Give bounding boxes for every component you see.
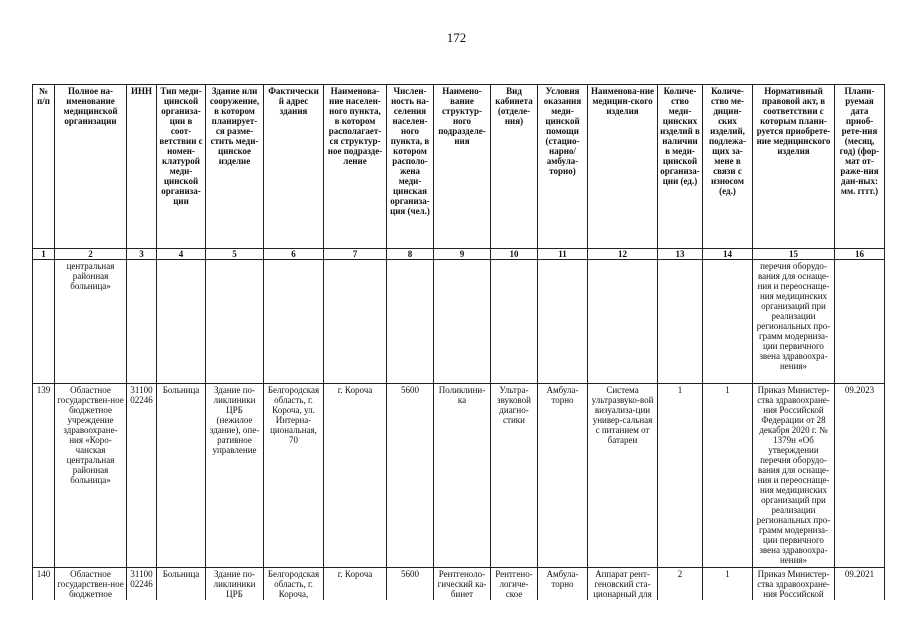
column-number: 1 [33, 249, 55, 260]
legal-act-cell: перечня оборудо-вания для оснаще-ния и переоснаще-ния медицинских организаций при реализации региональных про-грамм модерниза-ции первичного звена здравоохра-нения» [753, 260, 835, 384]
column-number: 9 [434, 249, 491, 260]
quantity-replace-cell: 1 [703, 384, 753, 568]
header-cell: Условия оказания меди-цинской помощи (стацио-нарно/ амбула-торно) [538, 85, 588, 249]
column-number-row [33, 249, 885, 260]
planned-date-cell: 09.2023 [835, 384, 885, 568]
population-cell: 5600 [387, 568, 434, 601]
quantity-available-cell: 2 [658, 568, 703, 601]
header-row [33, 85, 885, 249]
continuation-row [33, 260, 885, 384]
header-cell: Здание или сооружение, в котором планирует-ся разме-стить меди-цинское изделие [206, 85, 264, 249]
table-cell [387, 260, 434, 384]
column-number: 4 [157, 249, 206, 260]
table-cell [324, 260, 387, 384]
table-cell [264, 260, 324, 384]
quantity-available-cell: 1 [658, 384, 703, 568]
planned-date-cell: 09.2021 [835, 568, 885, 601]
cabinet-cell: Ультра-звуковой диагно-стики [491, 384, 538, 568]
cabinet-cell: Рентгено-логиче-ское [491, 568, 538, 601]
table-cell [658, 260, 703, 384]
column-number: 6 [264, 249, 324, 260]
column-number: 12 [588, 249, 658, 260]
column-number: 15 [753, 249, 835, 260]
column-number: 7 [324, 249, 387, 260]
inn-cell: 31100 02246 [127, 384, 157, 568]
row-number-cell: 140 [33, 568, 55, 601]
table-row [33, 568, 885, 601]
address-cell: Белгородская область, г. Короча, ул. Интерна-циональная, 70 [264, 384, 324, 568]
header-cell: Тип меди-цинской организа-ции в соот-ветствии с номен-клатурой меди-цинской организа-ции [157, 85, 206, 249]
column-number: 5 [206, 249, 264, 260]
population-cell: 5600 [387, 384, 434, 568]
table-cell [538, 260, 588, 384]
table-cell [835, 260, 885, 384]
conditions-cell: Амбула-торно [538, 384, 588, 568]
legal-act-cell: Приказ Министер-ства здравоохране-ния Российской [753, 568, 835, 601]
table-cell [434, 260, 491, 384]
register-table [32, 84, 885, 600]
column-number: 3 [127, 249, 157, 260]
table-cell [206, 260, 264, 384]
column-number: 2 [55, 249, 127, 260]
unit-cell: Рентгеноло-гический ка-бинет [434, 568, 491, 601]
device-cell: Аппарат рент-геновский ста-ционарный для [588, 568, 658, 601]
header-cell: Количе-ство меди-цинских изделий в наличии в меди-цинской организа-ции (ед.) [658, 85, 703, 249]
header-cell: Вид кабинета (отделе-ния) [491, 85, 538, 249]
column-number: 13 [658, 249, 703, 260]
header-cell: Полное на-именование медицинской организации [55, 85, 127, 249]
table-cell [703, 260, 753, 384]
table-cell [127, 260, 157, 384]
header-cell: Наимено-вание структур-ного подразделе-ния [434, 85, 491, 249]
table-cell [157, 260, 206, 384]
table-cell [491, 260, 538, 384]
inn-cell: 31100 02246 [127, 568, 157, 601]
table-cell [33, 260, 55, 384]
settlement-cell: г. Короча [324, 384, 387, 568]
unit-cell: Поликлини-ка [434, 384, 491, 568]
settlement-cell: г. Короча [324, 568, 387, 601]
header-cell: Нормативный правовой акт, в соответствии с которым плани-руется приобрете-ние медицинского изделия [753, 85, 835, 249]
header-cell: Фактический адрес здания [264, 85, 324, 249]
header-cell: Плани-руемая дата приоб-рете-ния (месяц, год) (фор-мат от-раже-ния дан-ных: мм. гггг.) [835, 85, 885, 249]
header-cell: Наименова-ние населен-ного пункта, в котором располагает-ся структур-ное подразде-ление [324, 85, 387, 249]
column-number: 8 [387, 249, 434, 260]
organization-type-cell: Больница [157, 384, 206, 568]
column-number: 11 [538, 249, 588, 260]
device-cell: Система ультразвуко-вой визуализа-ции универ-сальная с питанием от батареи [588, 384, 658, 568]
quantity-replace-cell: 1 [703, 568, 753, 601]
header-cell: № п/п [33, 85, 55, 249]
conditions-cell: Амбула-торно [538, 568, 588, 601]
header-cell: Числен-ность на-селения населен-ного пункта, в котором располо-жена меди-цинская организа-ция (чел.) [387, 85, 434, 249]
column-number: 16 [835, 249, 885, 260]
row-number-cell: 139 [33, 384, 55, 568]
column-number: 10 [491, 249, 538, 260]
organization-name-cell: Областное государствен-ное бюджетное [55, 568, 127, 601]
organization-name-cell: Областное государствен-ное бюджетное учреждение здравоохране-ния «Коро-чанская центральная районная больница» [55, 384, 127, 568]
header-cell: Количе-ство ме-дицин-ских изделий, подлежа-щих за-мене в связи с износом (ед.) [703, 85, 753, 249]
page-number: 172 [446, 30, 467, 45]
building-cell: Здание по-ликлиники ЦРБ [206, 568, 264, 601]
legal-act-cell: Приказ Министер-ства здравоохране-ния Российской Федерации от 28 декабря 2020 г. № 1379н «Об утверждении перечня оборудо-вания для оснаще-ния и переоснаще-ния медицинских организаций при реализации региональных про-грамм модерниза-ции первичного звена здравоохра-нения» [753, 384, 835, 568]
organization-name-cell: центральная районная больница» [55, 260, 127, 384]
table-cell [588, 260, 658, 384]
column-number: 14 [703, 249, 753, 260]
address-cell: Белгородская область, г. Короча, [264, 568, 324, 601]
organization-type-cell: Больница [157, 568, 206, 601]
header-cell: Наименова-ние медицин-ского изделия [588, 85, 658, 249]
building-cell: Здание по-ликлиники ЦРБ (нежилое здание), опе-ративное управление [206, 384, 264, 568]
table-row [33, 384, 885, 568]
header-cell: ИНН [127, 85, 157, 249]
